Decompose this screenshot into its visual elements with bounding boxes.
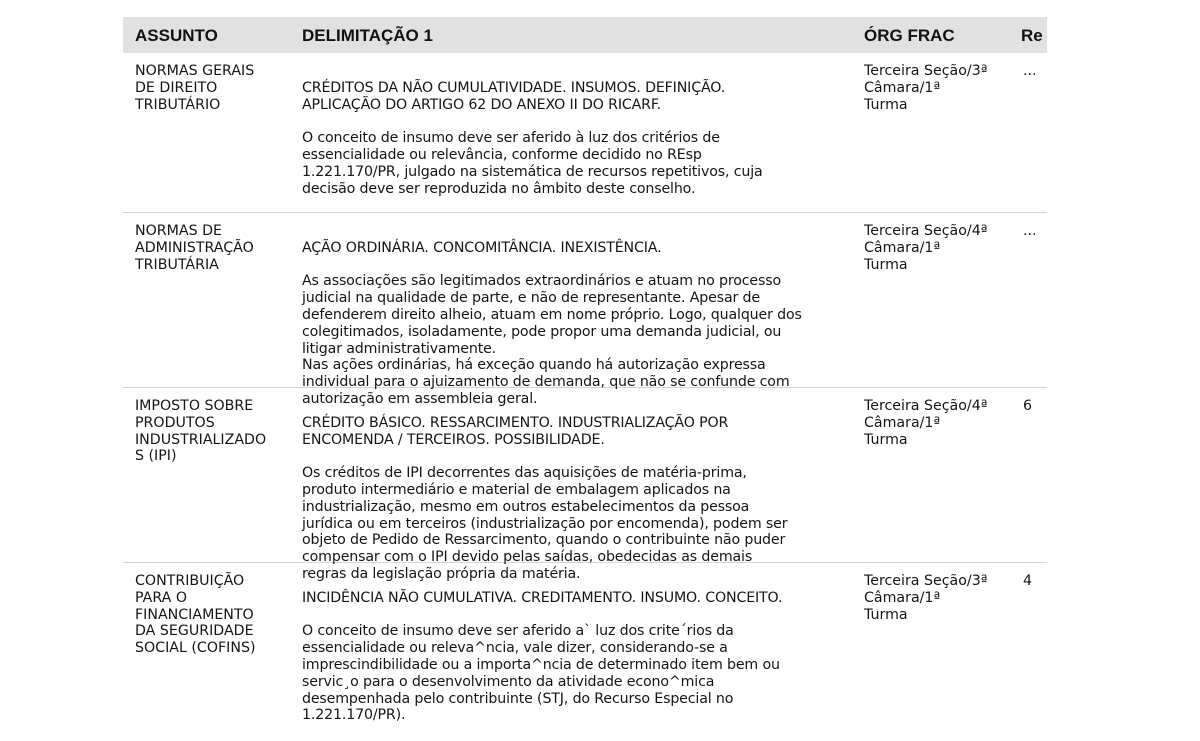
- header-assunto: ASSUNTO: [135, 26, 218, 45]
- delimitacao-text: As associações são legitimados extraordinários e atuam no processo judicial na qualidade de parte, e não de representante. Apesar de defenderem direito alheio, atuam em nome próprio. Logo, qualquer dos colegitimados, isoladamente, pode propor uma demanda judicial, ou litigar administrativamente. Nas ações ordinárias, há exceção quando há autorização expressa individual para o ajuizamento de demanda, que não se confunde com autorização em assembleia geral.: [302, 273, 802, 407]
- header-re: Re: [1021, 26, 1043, 45]
- delimitacao-title: CRÉDITOS DA NÃO CUMULATIVIDADE. INSUMOS. DEFINIÇÃO. APLICAÇÃO DO ARTIGO 62 DO ANEXO II DO RICARF.: [302, 79, 726, 113]
- table-header-row: [123, 17, 1047, 53]
- delimitacao-title: CRÉDITO BÁSICO. RESSARCIMENTO. INDUSTRIALIZAÇÃO POR ENCOMENDA / TERCEIROS. POSSIBILIDADE.: [302, 414, 729, 448]
- table-row: [123, 388, 1047, 582]
- cell-delimitacao: [290, 388, 852, 582]
- delimitacao-title: AÇÃO ORDINÁRIA. CONCOMITÂNCIA. INEXISTÊNCIA.: [302, 239, 662, 256]
- cell-org-frac: Terceira Seção/4ª Câmara/1ª Turma: [864, 398, 988, 448]
- delimitacao-text: Os créditos de IPI decorrentes das aquisições de matéria-prima, produto intermediário e material de embalagem aplicados na industrialização, mesmo em outros estabelecimentos da pessoa jurídica ou em terceiros (industrialização por encomenda), podem ser objeto de Pedido de Ressarcimento, quando o contribuinte não puder compensar com o IPI devido pelas saídas, obedecidas as demais regras da legislação própria da matéria.: [302, 465, 788, 582]
- table-row: [123, 213, 1047, 407]
- delimitacao-title: INCIDÊNCIA NÃO CUMULATIVA. CREDITAMENTO. INSUMO. CONCEITO.: [302, 589, 783, 606]
- cell-delimitacao: [290, 213, 852, 407]
- cell-org-frac: Terceira Seção/3ª Câmara/1ª Turma: [864, 63, 988, 113]
- jurisprudence-table: [123, 17, 1047, 724]
- delimitacao-text: O conceito de insumo deve ser aferido a` luz dos crite´rios da essencialidade ou releva^ncia, vale dizer, considerando-se a imprescindibilidade ou a importa^ncia de determinado item bem ou servic¸o para o desenvolvimento da atividade econo^mica desempenhada pelo contribuinte (STJ, do Recurso Especial no 1.221.170/PR).: [302, 623, 780, 724]
- cell-re: ...: [1023, 63, 1037, 79]
- cell-assunto: NORMAS GERAIS DE DIREITO TRIBUTÁRIO: [135, 63, 255, 113]
- cell-re: ...: [1023, 223, 1037, 239]
- cell-org-frac: Terceira Seção/3ª Câmara/1ª Turma: [864, 573, 988, 623]
- cell-re: 4: [1023, 573, 1033, 589]
- header-org-frac: ÓRG FRAC: [864, 26, 955, 45]
- cell-org-frac: Terceira Seção/4ª Câmara/1ª Turma: [864, 223, 988, 273]
- delimitacao-text: O conceito de insumo deve ser aferido à luz dos critérios de essencialidade ou relevância, conforme decidido no REsp 1.221.170/PR, julgado na sistemática de recursos repetitivos, cuja decisão deve ser reproduzida no âmbito deste conselho.: [302, 130, 763, 197]
- table-row: [123, 53, 1047, 213]
- table-row: [123, 563, 1047, 724]
- header-delimitacao: DELIMITAÇÃO 1: [302, 26, 433, 45]
- cell-re: 6: [1023, 398, 1033, 414]
- cell-delimitacao: [290, 563, 852, 724]
- cell-delimitacao: [290, 53, 852, 212]
- cell-assunto: CONTRIBUIÇÃO PARA O FINANCIAMENTO DA SEGURIDADE SOCIAL (COFINS): [135, 573, 256, 657]
- cell-assunto: NORMAS DE ADMINISTRAÇÃO TRIBUTÁRIA: [135, 223, 254, 273]
- cell-assunto: IMPOSTO SOBRE PRODUTOS INDUSTRIALIZADO S (IPI): [135, 398, 267, 465]
